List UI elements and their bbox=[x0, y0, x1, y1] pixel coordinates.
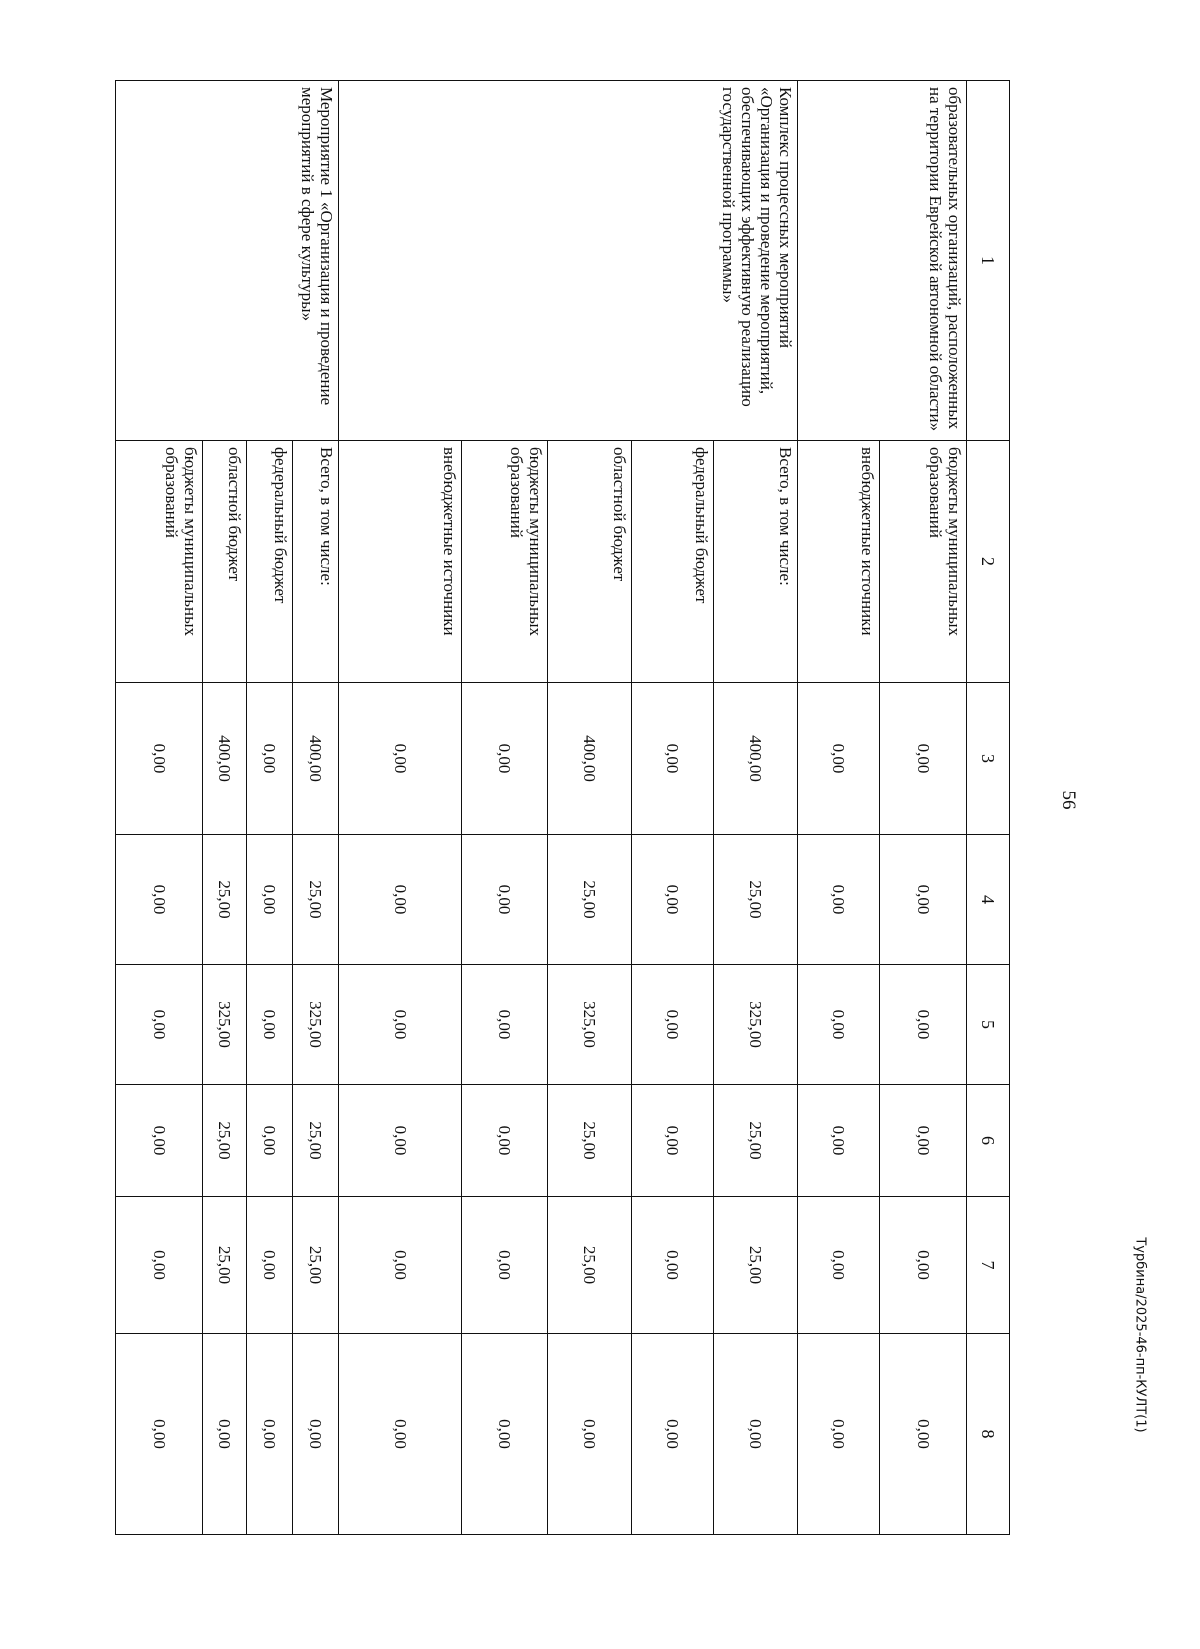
value-cell: 0,00 bbox=[247, 965, 293, 1085]
funding-source: Всего, в том числе: bbox=[293, 441, 339, 683]
value-cell: 0,00 bbox=[798, 835, 880, 965]
value-cell: 0,00 bbox=[714, 1334, 798, 1535]
value-cell: 0,00 bbox=[632, 1197, 714, 1334]
rotated-table-container bbox=[150, 80, 1010, 1534]
value-cell: 0,00 bbox=[116, 965, 203, 1085]
column-number: 7 bbox=[967, 1197, 1010, 1334]
value-cell: 25,00 bbox=[293, 835, 339, 965]
value-cell: 0,00 bbox=[798, 1197, 880, 1334]
value-cell: 0,00 bbox=[116, 1085, 203, 1197]
value-cell: 0,00 bbox=[116, 1334, 203, 1535]
column-number: 5 bbox=[967, 965, 1010, 1085]
value-cell: 0,00 bbox=[632, 1334, 714, 1535]
funding-source: внебюджетные источники bbox=[339, 441, 462, 683]
funding-source: областной бюджет bbox=[548, 441, 632, 683]
value-cell: 0,00 bbox=[116, 1197, 203, 1334]
value-cell: 0,00 bbox=[462, 1334, 548, 1535]
value-cell: 0,00 bbox=[462, 683, 548, 835]
value-cell: 325,00 bbox=[714, 965, 798, 1085]
value-cell: 0,00 bbox=[880, 683, 967, 835]
funding-table bbox=[115, 80, 1010, 1535]
value-cell: 25,00 bbox=[714, 1085, 798, 1197]
table-row bbox=[880, 81, 967, 1535]
value-cell: 0,00 bbox=[339, 1085, 462, 1197]
value-cell: 25,00 bbox=[714, 835, 798, 965]
value-cell: 400,00 bbox=[293, 683, 339, 835]
value-cell: 0,00 bbox=[632, 965, 714, 1085]
value-cell: 25,00 bbox=[203, 1197, 247, 1334]
funding-source: бюджеты муниципальных образований bbox=[880, 441, 967, 683]
activity-name: Комплекс процессных мероприятий «Организация и проведение мероприятий, обеспечивающих эффективную реализацию государственной программы» bbox=[339, 81, 798, 441]
value-cell: 0,00 bbox=[880, 965, 967, 1085]
value-cell: 0,00 bbox=[632, 1085, 714, 1197]
value-cell: 400,00 bbox=[548, 683, 632, 835]
value-cell: 25,00 bbox=[293, 1085, 339, 1197]
funding-source: бюджеты муниципальных образований bbox=[116, 441, 203, 683]
table-row bbox=[293, 81, 339, 1535]
value-cell: 0,00 bbox=[548, 1334, 632, 1535]
value-cell: 0,00 bbox=[880, 1085, 967, 1197]
value-cell: 0,00 bbox=[880, 835, 967, 965]
value-cell: 0,00 bbox=[462, 1197, 548, 1334]
funding-source: областной бюджет bbox=[203, 441, 247, 683]
value-cell: 0,00 bbox=[203, 1334, 247, 1535]
value-cell: 400,00 bbox=[203, 683, 247, 835]
value-cell: 0,00 bbox=[462, 1085, 548, 1197]
value-cell: 25,00 bbox=[203, 835, 247, 965]
funding-source: федеральный бюджет bbox=[632, 441, 714, 683]
value-cell: 0,00 bbox=[247, 683, 293, 835]
value-cell: 0,00 bbox=[339, 965, 462, 1085]
value-cell: 0,00 bbox=[247, 835, 293, 965]
value-cell: 25,00 bbox=[548, 835, 632, 965]
funding-source: бюджеты муниципальных образований bbox=[462, 441, 548, 683]
column-number: 3 bbox=[967, 683, 1010, 835]
activity-name: образовательных организаций, расположенных на территории Еврейской автономной области» bbox=[798, 81, 967, 441]
value-cell: 325,00 bbox=[293, 965, 339, 1085]
value-cell: 0,00 bbox=[339, 683, 462, 835]
funding-source: федеральный бюджет bbox=[247, 441, 293, 683]
column-number: 1 bbox=[967, 81, 1010, 441]
value-cell: 0,00 bbox=[247, 1085, 293, 1197]
value-cell: 400,00 bbox=[714, 683, 798, 835]
value-cell: 0,00 bbox=[798, 683, 880, 835]
value-cell: 0,00 bbox=[116, 683, 203, 835]
value-cell: 25,00 bbox=[203, 1085, 247, 1197]
value-cell: 0,00 bbox=[339, 835, 462, 965]
document-footer-code: Турбина/2025-46-пп-КУЛТ(1) bbox=[1132, 1237, 1148, 1433]
table-row bbox=[714, 81, 798, 1535]
value-cell: 0,00 bbox=[798, 1334, 880, 1535]
page-number: 56 bbox=[1058, 790, 1079, 810]
value-cell: 0,00 bbox=[462, 835, 548, 965]
value-cell: 325,00 bbox=[203, 965, 247, 1085]
value-cell: 0,00 bbox=[632, 835, 714, 965]
value-cell: 0,00 bbox=[462, 965, 548, 1085]
value-cell: 0,00 bbox=[880, 1197, 967, 1334]
activity-name: Мероприятие 1 «Организация и проведение мероприятий в сфере культуры» bbox=[116, 81, 339, 441]
value-cell: 25,00 bbox=[714, 1197, 798, 1334]
column-number: 2 bbox=[967, 441, 1010, 683]
value-cell: 25,00 bbox=[293, 1197, 339, 1334]
funding-source: Всего, в том числе: bbox=[714, 441, 798, 683]
value-cell: 25,00 bbox=[548, 1085, 632, 1197]
value-cell: 325,00 bbox=[548, 965, 632, 1085]
value-cell: 0,00 bbox=[247, 1334, 293, 1535]
column-number: 8 bbox=[967, 1334, 1010, 1535]
column-number: 4 bbox=[967, 835, 1010, 965]
value-cell: 0,00 bbox=[798, 1085, 880, 1197]
value-cell: 0,00 bbox=[632, 683, 714, 835]
value-cell: 0,00 bbox=[339, 1197, 462, 1334]
value-cell: 0,00 bbox=[247, 1197, 293, 1334]
value-cell: 0,00 bbox=[293, 1334, 339, 1535]
column-number: 6 bbox=[967, 1085, 1010, 1197]
funding-source: внебюджетные источники bbox=[798, 441, 880, 683]
value-cell: 0,00 bbox=[880, 1334, 967, 1535]
value-cell: 0,00 bbox=[339, 1334, 462, 1535]
value-cell: 0,00 bbox=[116, 835, 203, 965]
column-number-row bbox=[967, 81, 1010, 1535]
value-cell: 25,00 bbox=[548, 1197, 632, 1334]
value-cell: 0,00 bbox=[798, 965, 880, 1085]
